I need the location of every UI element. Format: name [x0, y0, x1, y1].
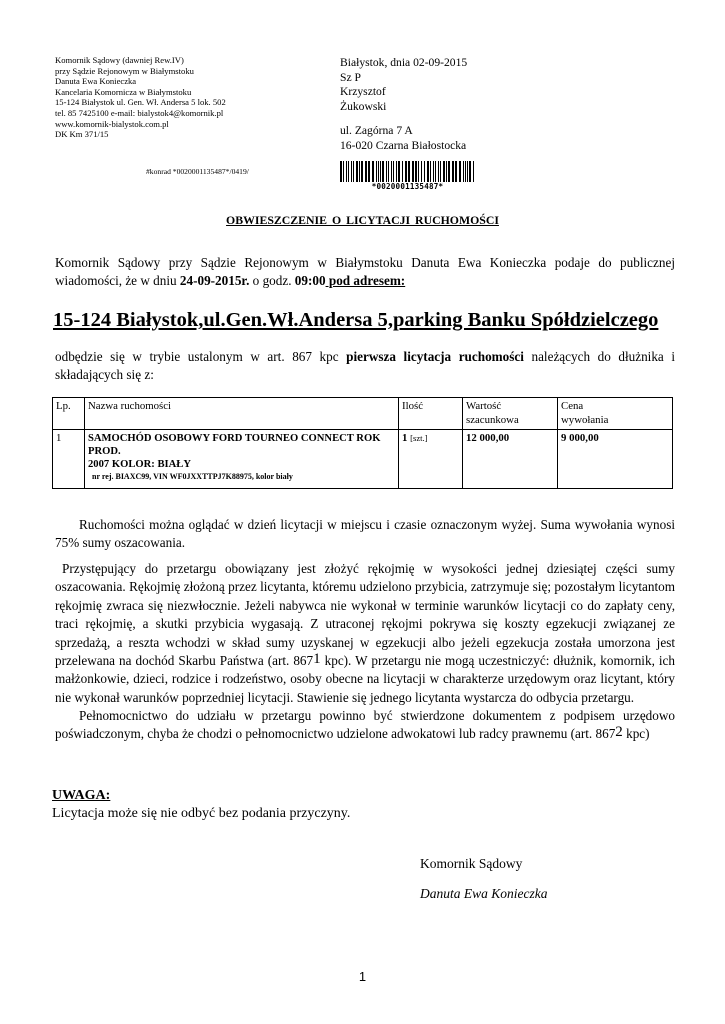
cell-price	[558, 430, 673, 489]
proxy-paragraph	[55, 707, 675, 744]
barcode-bar	[415, 161, 417, 183]
barcode-bar	[473, 161, 474, 183]
sender-block	[55, 55, 226, 140]
document-title: OBWIESZCZENIE O LICYTACJI RUCHOMOŚCI	[226, 213, 499, 227]
recipient-street: ul. Zagórna 7 A	[340, 124, 413, 138]
barcode-bar	[380, 161, 381, 183]
signature-block	[420, 849, 548, 909]
signature-name: Danuta Ewa Konieczka	[420, 886, 548, 901]
header-name: Nazwa ruchomości	[85, 398, 399, 430]
intro-text: Komornik Sądowy przy Sądzie Rejonowym w Białymstoku Danuta Ewa Konieczka podaje do publicznej wiadomości, że w dniu	[55, 255, 675, 288]
header-value	[463, 398, 558, 430]
cell-lp: 1	[53, 430, 85, 489]
barcode	[339, 161, 476, 191]
item-name: SAMOCHÓD OSOBOWY FORD TOURNEO CONNECT ROK PROD.	[88, 433, 381, 457]
recipient-block	[340, 56, 467, 154]
barcode-bar	[343, 161, 344, 183]
barcode-bar	[427, 161, 429, 183]
sender-line: 15-124 Białystok ul. Gen. Wł. Andersa 5 lok. 502	[55, 97, 226, 108]
barcode-bar	[340, 161, 342, 183]
header-value-line: szacunkowa	[466, 413, 519, 426]
recipient-name-line: Krzysztof	[340, 85, 386, 99]
auction-info-text: odbędzie się w trybie ustalonym w art. 867 kpc	[55, 349, 347, 364]
barcode-bar	[382, 161, 384, 183]
notice-block	[52, 787, 350, 823]
notice-label: UWAGA:	[52, 788, 111, 803]
cell-value	[463, 430, 558, 489]
barcode-bar	[430, 161, 431, 183]
barcode-bar	[465, 161, 466, 183]
article-superscript: 2	[615, 724, 623, 741]
barcode-text: *0020001135487*	[339, 182, 476, 191]
barcode-bar	[469, 161, 471, 183]
proxy-text: kpc)	[622, 726, 650, 742]
cell-name	[85, 430, 399, 489]
header-lp: Lp.	[53, 398, 85, 430]
barcode-bar	[376, 161, 377, 183]
barcode-bar	[433, 161, 434, 183]
item-registration: nr rej. BIAXC99, VIN WF0JXXTTPJ7K88975, kolor biały	[92, 472, 293, 481]
deposit-text: Przystępujący do przetargu obowiązany jest złożyć rękojmię w wysokości jednej dziesiątej części sumy oszacowania. Rękojmię złożoną przez licytanta, któremu udzielono przybicia, zatrzymuje się; pozostałym licytantom rękojmię zwraca się niezwłocznie. Jeżeli nabywca nie wykonał w terminie warunków licytacji co do zapłaty ceny, traci rękojmię, a skutki przybicia wygasają. Z utraconej rękojmi pokrywa się koszty egzekucji związanej ze sprzedażą, a reszta wchodzi w skład sumy uzyskanej w egzekucji albo jeżeli egzekucja została umorzona jest przelewana na dochód Skarbu Państwa (art. 867	[55, 561, 675, 669]
sender-line: tel. 85 7425100 e-mail: bialystok4@komornik.pl	[55, 107, 224, 118]
barcode-bar	[398, 161, 400, 183]
table-row	[53, 430, 673, 489]
barcode-bar	[455, 161, 457, 183]
barcode-bar	[408, 161, 410, 183]
auction-date: 24-09-2015r.	[179, 273, 250, 288]
case-number: DK Km 371/15	[55, 129, 109, 140]
barcode-bar	[391, 161, 392, 183]
barcode-bar	[440, 161, 441, 183]
reference-code: #konrad *0020001135487*/0419/	[146, 167, 249, 176]
sender-line: przy Sądzie Rejonowym w Białymstoku	[55, 65, 194, 76]
barcode-bar	[424, 161, 425, 183]
barcode-bar	[378, 161, 379, 183]
intro-text: o godz.	[249, 273, 295, 288]
address-label: pod adresem:	[325, 273, 406, 288]
item-name-year: 2007 KOLOR: BIAŁY	[88, 459, 192, 470]
barcode-bar	[368, 161, 370, 183]
barcode-bar	[359, 161, 360, 183]
auction-address: 15-124 Białystok,ul.Gen.Wł.Andersa 5,parking Banku Spółdzielczego	[53, 309, 659, 331]
barcode-bar	[452, 161, 454, 183]
date-line: Białystok, dnia 02-09-2015	[340, 56, 468, 69]
table-header-row	[53, 398, 673, 430]
barcode-bar	[365, 161, 367, 183]
barcode-bar	[448, 161, 450, 183]
barcode-bar	[438, 161, 439, 183]
barcode-bar	[372, 161, 374, 183]
barcode-bar	[402, 161, 403, 183]
header-price-line: Cena	[561, 400, 584, 412]
qty-unit: [szt.]	[410, 433, 428, 443]
barcode-bar	[356, 161, 358, 183]
header-price	[558, 398, 673, 430]
notice-text: Licytacja może się nie odbyć bez podania przyczyny.	[52, 806, 351, 821]
deposit-paragraph	[55, 560, 675, 707]
header-value-line: Wartość	[466, 400, 502, 412]
barcode-bar	[467, 161, 468, 183]
barcode-bar	[393, 161, 394, 183]
barcode-bar	[348, 161, 349, 183]
barcode-bar	[351, 161, 352, 183]
starting-price: 9 000,00	[561, 432, 599, 444]
auction-time: 09:00	[294, 273, 326, 288]
signature-title: Komornik Sądowy	[420, 856, 523, 871]
recipient-name-line: Sz P	[340, 70, 361, 84]
sender-line: Danuta Ewa Konieczka	[55, 76, 137, 87]
auction-info-text: należących do dłużnika i składających się z:	[55, 349, 676, 382]
recipient-name-line: Żukowski	[340, 99, 387, 113]
estimated-value: 12 000,00	[466, 432, 510, 444]
barcode-bar	[412, 161, 414, 183]
barcode-bar	[388, 161, 389, 183]
barcode-bars	[339, 161, 476, 183]
barcode-bar	[459, 161, 461, 183]
intro-paragraph	[55, 254, 675, 290]
page-number: 1	[358, 969, 367, 984]
barcode-bar	[346, 161, 347, 183]
barcode-bar	[396, 161, 397, 183]
barcode-bar	[463, 161, 464, 183]
qty-value: 1	[402, 432, 408, 444]
auction-info-paragraph	[55, 348, 675, 384]
barcode-bar	[418, 161, 419, 183]
barcode-bar	[443, 161, 445, 183]
recipient-city: 16-020 Czarna Białostocka	[340, 138, 467, 152]
cell-qty	[399, 430, 463, 489]
barcode-bar	[405, 161, 407, 183]
barcode-bar	[421, 161, 422, 183]
barcode-bar	[361, 161, 363, 183]
barcode-bar	[353, 161, 354, 183]
article-superscript: 1	[313, 651, 321, 668]
sender-line: Komornik Sądowy (dawniej Rew.IV)	[55, 55, 184, 65]
proxy-text: Pełnomocnictwo do udziału w przetargu powinno być stwierdzone dokumentem z podpisem urzędowo poświadczonym, chyba że chodzi o pełnomocnictwo udzielone adwokatowi lub radcy prawnemu (art. 867	[55, 708, 675, 742]
barcode-bar	[446, 161, 447, 183]
header-price-line: wywołania	[561, 413, 609, 426]
sender-line: Kancelaria Komornicza w Białymstoku	[55, 86, 192, 97]
auction-type: pierwsza licytacja ruchomości	[346, 349, 524, 364]
header-qty: Ilość	[399, 398, 463, 430]
deposit-text: kpc). W przetargu nie mogą uczestniczyć: dłużnik, komornik, ich małżonkowie, dzieci, rodzice i rodzeństwo, osoby obecne na licytacji w charakterze urzędowym oraz licytant, który nie wykonał warunków poprzedniej licytacji. Stawienie się jednego licytanta wystarcza do odbycia przetargu.	[55, 653, 675, 705]
barcode-bar	[386, 161, 387, 183]
items-table	[52, 397, 673, 489]
viewing-paragraph: Ruchomości można oglądać w dzień licytacji w miejscu i czasie oznaczonym wyżej. Suma wywołania wynosi 75% sumy oszacowania.	[55, 517, 675, 551]
barcode-bar	[435, 161, 436, 183]
sender-line: www.komornik-bialystok.com.pl	[55, 118, 169, 129]
